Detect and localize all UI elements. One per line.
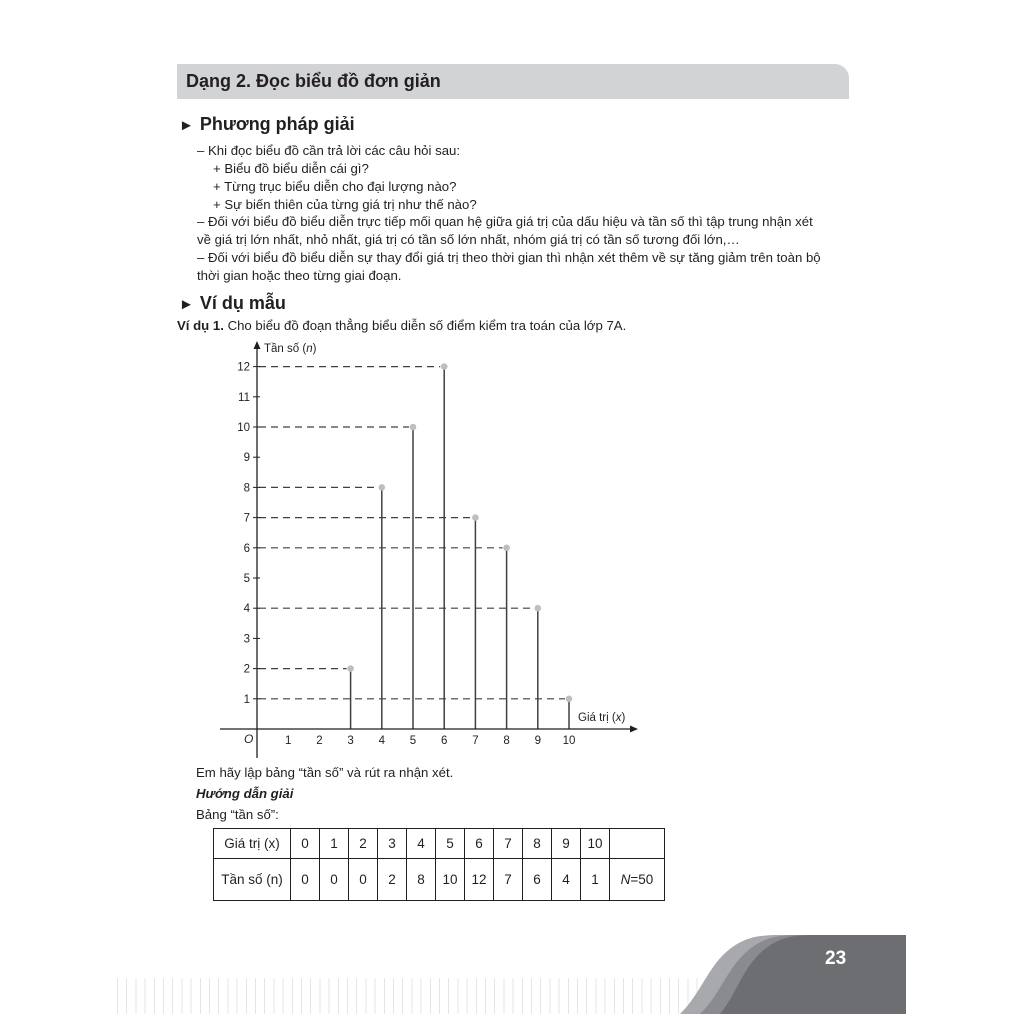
method-line: – Đối với biểu đồ biểu diễn trực tiếp mối quan hệ giữa giá trị của dấu hiệu và tần số thì tập trung nhận xét <box>197 214 813 229</box>
x-ticks <box>285 735 575 747</box>
y-tick-label: 5 <box>243 573 250 585</box>
triangle-bullet-icon: ► <box>179 117 194 134</box>
data-point <box>566 696 573 703</box>
example-statement: Ví dụ 1. Cho biểu đồ đoạn thẳng biểu diễn số điểm kiểm tra toán của lớp 7A. <box>177 318 627 333</box>
table-cell-frequency: 1 <box>581 859 610 901</box>
guide-heading: Hướng dẫn giải <box>196 786 294 801</box>
row-header: Tần số (n) <box>214 859 291 901</box>
example-label: Ví dụ 1. <box>177 318 224 333</box>
table-cell-value: 10 <box>581 829 610 859</box>
table-cell-value: 7 <box>494 829 523 859</box>
x-tick-label: 2 <box>316 735 323 747</box>
y-tick-label: 7 <box>243 512 250 525</box>
table-cell-frequency: 4 <box>552 859 581 901</box>
y-tick-label: 2 <box>243 663 250 676</box>
table-cell-total: N=50 <box>610 859 665 901</box>
method-line: + Từng trục biểu diễn cho đại lượng nào? <box>213 179 457 194</box>
section-title: Dạng 2. Đọc biểu đồ đơn giản <box>186 71 441 91</box>
example-heading: ► Ví dụ mẫu <box>179 293 286 313</box>
table-cell-value: 8 <box>523 829 552 859</box>
table-cell-value: 5 <box>436 829 465 859</box>
x-tick-label: 7 <box>472 735 479 747</box>
y-tick-label: 6 <box>243 542 250 555</box>
x-tick-label: 5 <box>409 735 417 747</box>
table-cell-value: 6 <box>465 829 494 859</box>
method-heading: ► Phương pháp giải <box>179 114 355 134</box>
x-tick-label: 6 <box>440 735 448 747</box>
method-line: thời gian hoặc theo từng giai đoạn. <box>197 268 402 283</box>
x-tick-label: 10 <box>562 735 576 747</box>
y-tick-label: 12 <box>237 361 250 374</box>
table-cell-frequency: 12 <box>465 859 494 901</box>
frequency-table <box>213 828 665 901</box>
y-axis-label: Tần số (n) <box>264 343 317 355</box>
dashed-guides <box>259 367 565 699</box>
table-cell-value: 9 <box>552 829 581 859</box>
table-row-values <box>214 829 665 859</box>
y-tick-label: 10 <box>237 422 250 434</box>
method-line: – Khi đọc biểu đồ cần trả lời các câu hỏi sau: <box>197 143 461 158</box>
table-cell-value: 1 <box>320 829 349 859</box>
x-tick-label: 4 <box>378 735 386 747</box>
table-caption: Bảng “tần số”: <box>196 807 279 822</box>
y-tick-label: 8 <box>243 482 250 495</box>
y-tick-label: 11 <box>238 391 250 404</box>
data-point <box>441 363 448 370</box>
triangle-bullet-icon: ► <box>179 296 194 313</box>
y-tick-label: 3 <box>243 633 250 646</box>
table-cell-value: 4 <box>407 829 436 859</box>
data-point <box>379 484 386 491</box>
x-tick-label: 3 <box>347 735 354 747</box>
table-cell-empty <box>610 829 665 859</box>
y-axis-arrow-icon <box>254 341 261 349</box>
table-row-frequencies <box>214 859 665 901</box>
method-line: + Sự biến thiên của từng giá trị như thế nào? <box>213 197 477 212</box>
table-cell-frequency: 0 <box>291 859 320 901</box>
x-tick-label: 8 <box>503 735 510 747</box>
example-prompt: Em hãy lập bảng “tần số” và rút ra nhận xét. <box>196 765 454 780</box>
data-point <box>347 665 354 672</box>
table-cell-frequency: 7 <box>494 859 523 901</box>
table-cell-frequency: 2 <box>378 859 407 901</box>
data-point <box>410 424 417 431</box>
table-cell-frequency: 0 <box>320 859 349 901</box>
table-cell-value: 3 <box>378 829 407 859</box>
x-tick-label: 1 <box>284 735 292 747</box>
y-tick-label: 9 <box>243 452 250 465</box>
table-cell-value: 0 <box>291 829 320 859</box>
method-line: về giá trị lớn nhất, nhỏ nhất, giá trị có tần số lớn nhất, nhóm giá trị có tần số tương đối lớn,… <box>197 232 740 247</box>
table-cell-frequency: 10 <box>436 859 465 901</box>
origin-label: O <box>244 732 254 746</box>
x-axis-label: Giá trị (x) <box>578 712 626 724</box>
y-tick-label: 4 <box>243 603 250 616</box>
table-cell-frequency: 8 <box>407 859 436 901</box>
x-axis-arrow-icon <box>630 726 638 733</box>
method-line: + Biểu đồ biểu diễn cái gì? <box>213 161 369 176</box>
data-point <box>503 545 510 552</box>
page-number: 23 <box>825 948 847 969</box>
data-point <box>472 514 479 521</box>
y-tick-label: 1 <box>243 693 250 706</box>
data-point <box>535 605 542 612</box>
table-cell-value: 2 <box>349 829 378 859</box>
footer-decoration <box>117 978 707 1014</box>
table-cell-frequency: 6 <box>523 859 552 901</box>
x-tick-label: 9 <box>534 735 542 747</box>
method-line: – Đối với biểu đồ biểu diễn sự thay đổi giá trị theo thời gian thì nhận xét thêm về sự tăng giảm trên toàn bộ <box>197 250 821 265</box>
table-cell-frequency: 0 <box>349 859 378 901</box>
row-header: Giá trị (x) <box>214 829 291 859</box>
page-tab <box>660 930 910 1020</box>
